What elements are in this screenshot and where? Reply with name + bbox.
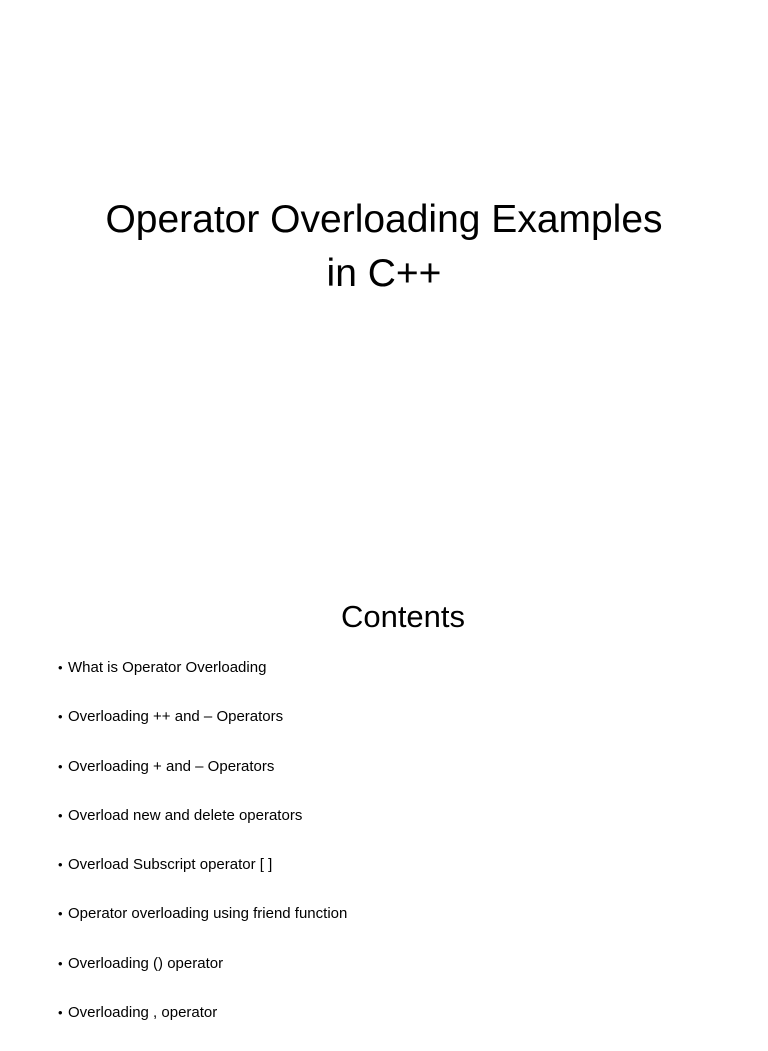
bullet-icon: • [58,807,63,823]
list-item [58,756,347,805]
contents-list [58,657,347,1051]
list-item [58,657,347,706]
list-item [58,953,347,1002]
bullet-icon: • [58,857,63,873]
list-item [58,903,347,952]
slide-title-line-1: Operator Overloading Examples [105,198,663,241]
list-item [58,1002,347,1051]
list-item-label: Overloading ++ and – Operators [68,708,284,726]
list-item [58,805,347,854]
slide-title [0,193,768,301]
list-item [58,854,347,903]
bullet-icon: • [58,660,63,675]
bullet-icon: • [58,906,63,922]
list-item-label: Operator overloading using friend function [68,905,348,923]
list-item [58,706,347,755]
list-item-label: Overloading + and – Operators [68,757,275,775]
list-item-label: Overloading () operator [68,954,224,972]
bullet-icon: • [58,955,63,971]
bullet-icon: • [58,758,63,774]
list-item-label: Overloading , operator [68,1004,218,1022]
bullet-icon: • [58,1005,63,1021]
list-item-label: Overload Subscript operator [ ] [68,856,273,874]
slide-title-line-2: in C++ [326,252,442,295]
list-item-label: Overload new and delete operators [68,806,303,824]
list-item-label: What is Operator Overloading [68,659,267,676]
contents-heading: Contents [340,599,466,634]
bullet-icon: • [58,709,63,725]
